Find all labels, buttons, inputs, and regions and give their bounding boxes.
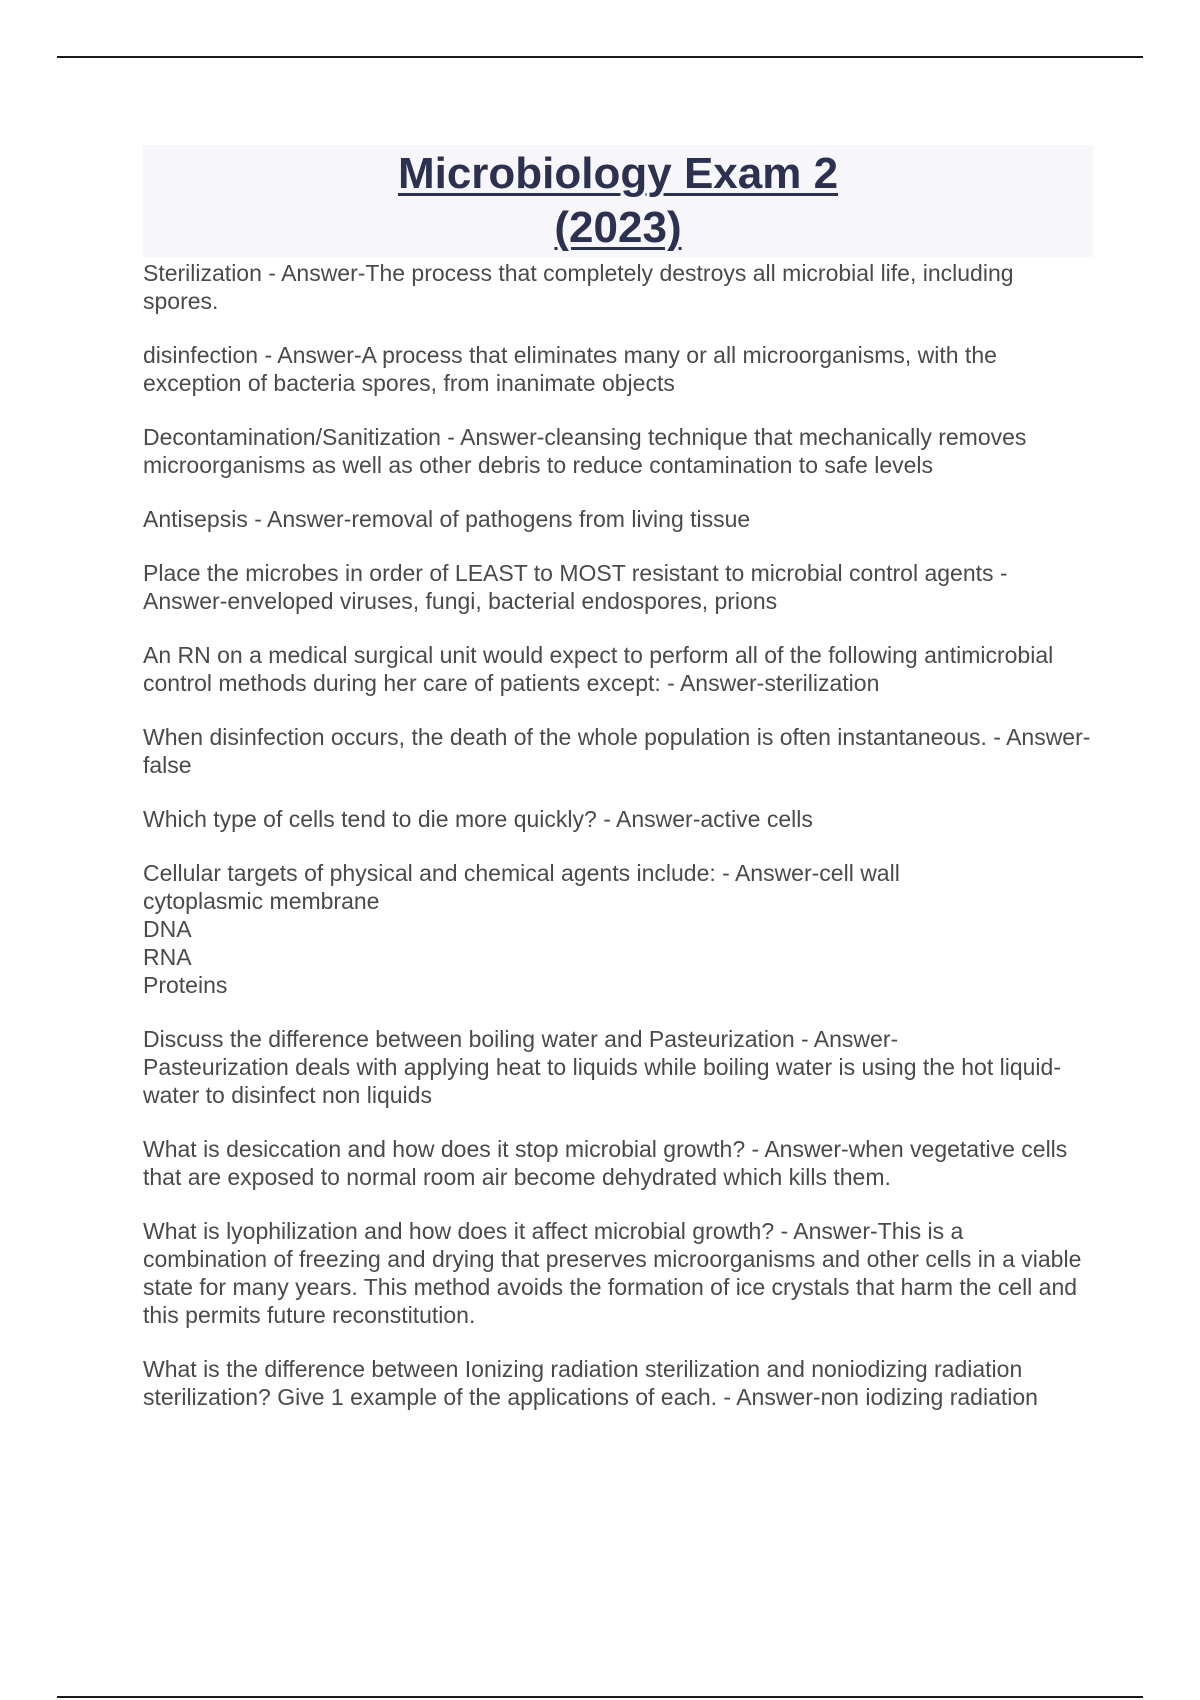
answer-text: Answer- Pasteurization deals with applying heat to liquids while boiling water is using the hot liquid- water to disinfect non liquids: [143, 1026, 1061, 1108]
answer-text: Answer-The process that completely destroys all microbial life, including spores.: [143, 260, 1014, 314]
page-title-line-2: (2023): [554, 203, 682, 252]
answer-text: Answer-cell wall cytoplasmic membrane DNA RNA Proteins: [143, 860, 900, 998]
question-text: Decontamination/Sanitization -: [143, 424, 461, 450]
answer-text: Answer-active cells: [616, 806, 813, 832]
question-text: What is desiccation and how does it stop microbial growth? -: [143, 1136, 765, 1162]
question-text: Antisepsis -: [143, 506, 267, 532]
document-body: [143, 145, 1093, 1437]
question-text: Discuss the difference between boiling water and Pasteurization -: [143, 1026, 814, 1052]
question-text: Place the microbes in order of LEAST to MOST resistant to microbial control agents -: [143, 560, 1008, 586]
qa-entry: [143, 641, 1093, 697]
top-rule: [57, 56, 1143, 58]
qa-entry: [143, 1355, 1093, 1411]
question-text: An RN on a medical surgical unit would expect to perform all of the following antimicrobial control methods during her care of patients except: -: [143, 642, 1054, 696]
qa-entry: [143, 1217, 1093, 1329]
qa-entry: [143, 805, 1093, 833]
qa-entry: [143, 859, 1093, 999]
answer-text: Answer-false: [143, 724, 1091, 778]
question-text: disinfection -: [143, 342, 278, 368]
qa-entry: [143, 505, 1093, 533]
answer-text: Answer-enveloped viruses, fungi, bacterial endospores, prions: [143, 588, 778, 614]
title-block: [143, 145, 1093, 257]
answer-text: Answer-sterilization: [679, 670, 880, 696]
bottom-rule: [57, 1696, 1143, 1698]
answer-text: Answer-when vegetative cells that are exposed to normal room air become dehydrated which kills them.: [143, 1136, 1068, 1190]
answer-text: Answer-A process that eliminates many or all microorganisms, with the exception of bacteria spores, from inanimate objects: [143, 342, 997, 396]
qa-entry: [143, 341, 1093, 397]
qa-entry: [143, 1025, 1093, 1109]
qa-list: [143, 259, 1093, 1411]
question-text: Cellular targets of physical and chemical agents include: -: [143, 860, 735, 886]
qa-entry: [143, 259, 1093, 315]
qa-entry: [143, 423, 1093, 479]
page-title-line-1: Microbiology Exam 2: [397, 149, 839, 198]
answer-text: Answer-removal of pathogens from living tissue: [267, 506, 751, 532]
question-text: What is the difference between Ionizing radiation sterilization and noniodizing radiation sterilization? Give 1 example of the applications of each. -: [143, 1356, 1023, 1410]
qa-entry: [143, 723, 1093, 779]
question-text: When disinfection occurs, the death of the whole population is often instantaneous. -: [143, 724, 1007, 750]
answer-text: Answer-non iodizing radiation: [736, 1384, 1038, 1410]
answer-text: Answer-This is a combination of freezing and drying that preserves microorganisms and other cells in a viable state for many years. This method avoids the formation of ice crystals that harm the cell and this permits future reconstitution.: [143, 1218, 1082, 1328]
question-text: Sterilization -: [143, 260, 282, 286]
question-text: What is lyophilization and how does it affect microbial growth? -: [143, 1218, 794, 1244]
qa-entry: [143, 559, 1093, 615]
answer-text: Answer-cleansing technique that mechanically removes microorganisms as well as other debris to reduce contamination to safe levels: [143, 424, 1027, 478]
qa-entry: [143, 1135, 1093, 1191]
question-text: Which type of cells tend to die more quickly? -: [143, 806, 616, 832]
